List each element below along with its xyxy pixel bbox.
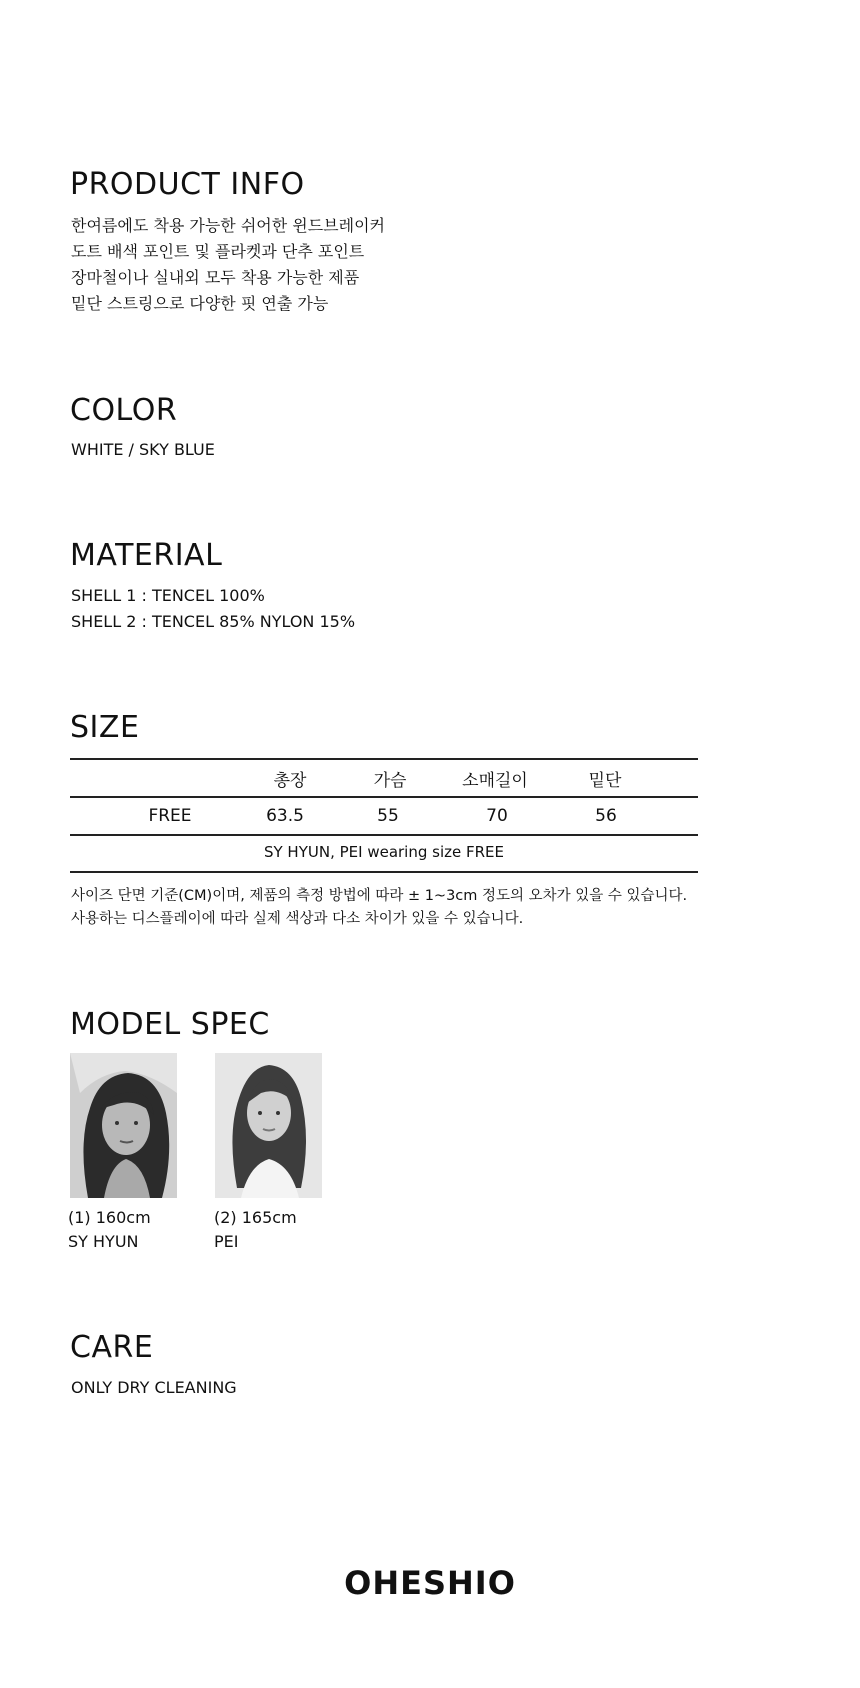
product-info-line: 장마철이나 실내외 모두 착용 가능한 제품 — [71, 268, 360, 287]
table-divider — [70, 834, 698, 836]
material-heading: MATERIAL — [70, 538, 223, 573]
size-heading: SIZE — [70, 710, 140, 745]
model-spec-heading: MODEL SPEC — [70, 1007, 270, 1042]
color-heading: COLOR — [70, 393, 178, 428]
size-value-length: 63.5 — [266, 806, 304, 826]
model-height: (2) 165cm — [214, 1208, 297, 1227]
color-value: WHITE / SKY BLUE — [71, 440, 215, 459]
material-line: SHELL 1 : TENCEL 100% — [71, 586, 265, 605]
table-divider — [70, 871, 698, 873]
size-label: FREE — [148, 806, 192, 826]
product-info-line: 밑단 스트링으로 다양한 핏 연출 가능 — [71, 294, 329, 313]
size-notes — [71, 885, 687, 931]
material-list — [71, 583, 355, 635]
size-note: 사용하는 디스플레이에 따라 실제 색상과 다소 차이가 있을 수 있습니다. — [71, 911, 524, 927]
product-info-line: 한여름에도 착용 가능한 쉬어한 윈드브레이커 — [71, 216, 386, 235]
column-header: 밑단 — [588, 771, 622, 791]
product-info-heading: PRODUCT INFO — [70, 167, 305, 202]
model-name: SY HYUN — [68, 1232, 139, 1251]
model-1-spec — [68, 1206, 151, 1254]
product-info-line: 도트 배색 포인트 및 플라켓과 단추 포인트 — [71, 242, 365, 261]
size-value-hem: 56 — [595, 806, 617, 826]
model-name: PEI — [214, 1232, 239, 1251]
model-photo-1 — [70, 1053, 177, 1198]
product-info-list — [71, 213, 385, 317]
care-value: ONLY DRY CLEANING — [71, 1378, 237, 1397]
model-2-spec — [214, 1206, 297, 1254]
wearing-note: SY HYUN, PEI wearing size FREE — [263, 843, 505, 861]
column-header: 소매길이 — [462, 771, 528, 791]
care-heading: CARE — [70, 1330, 154, 1365]
size-value-chest: 55 — [377, 806, 399, 826]
model-photo-2 — [215, 1053, 322, 1198]
table-divider — [70, 796, 698, 798]
material-line: SHELL 2 : TENCEL 85% NYLON 15% — [71, 612, 356, 631]
size-note: 사이즈 단면 기준(CM)이며, 제품의 측정 방법에 따라 ± 1~3cm 정도의 오차가 있을 수 있습니다. — [71, 888, 688, 904]
model-height: (1) 160cm — [68, 1208, 151, 1227]
column-header: 가슴 — [373, 771, 407, 791]
table-divider — [70, 758, 698, 760]
column-header: 총장 — [273, 771, 307, 791]
brand-logo: OHESHIO — [344, 1564, 516, 1602]
size-value-sleeve: 70 — [486, 806, 508, 826]
